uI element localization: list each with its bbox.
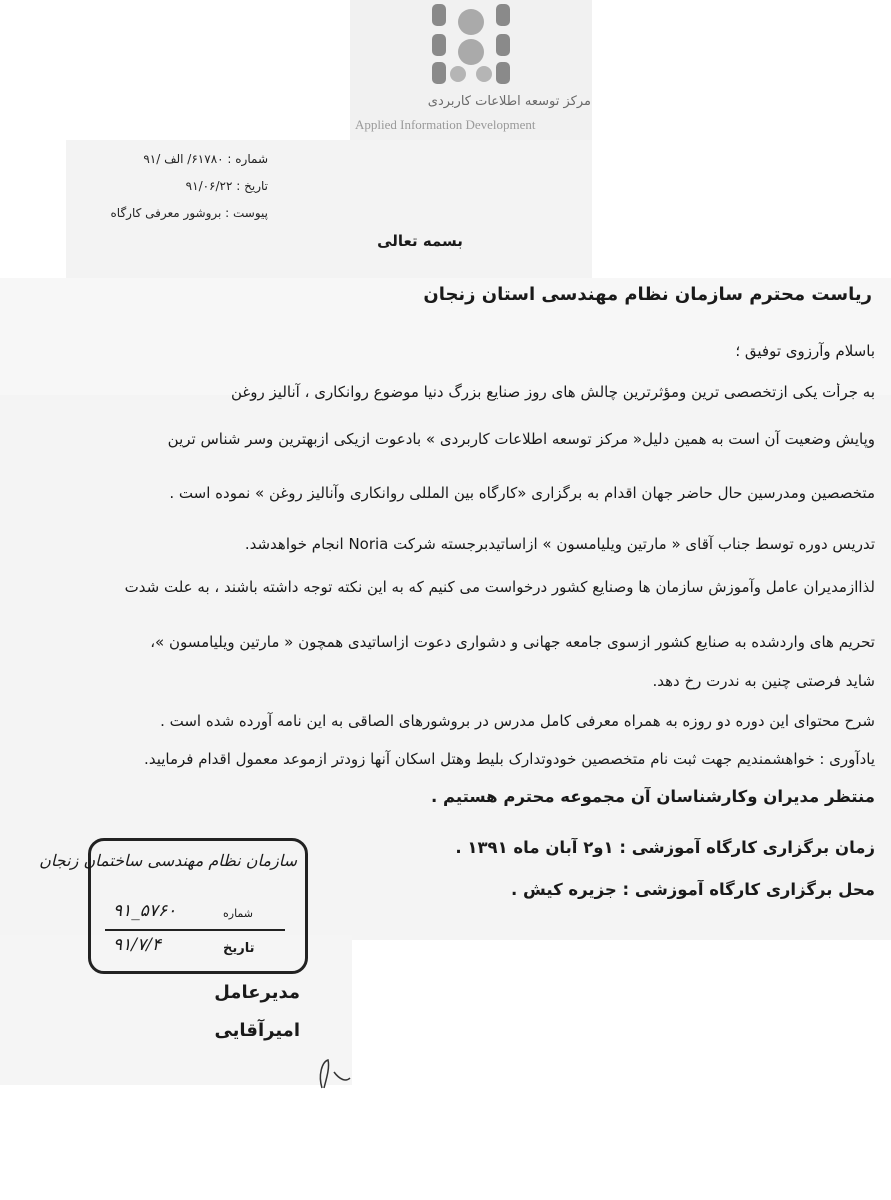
body-line: تدریس دوره توسط جناب آقای « مارتین ویلیامسون » ازاساتیدبرجسته شرکت Noria انجام خواهدشد. — [244, 535, 875, 553]
signatory-name: امیرآقایی — [214, 1020, 300, 1041]
body-line: متخصصین ومدرسین حال حاضر جهان اقدام به برگزاری «کارگاه بین المللی روانکاری وآنالیز روغن » نموده است . — [169, 484, 875, 502]
body-line: به جرأت یکی ازتخصصی ترین ومؤثرترین چالش های روز صنایع بزرگ دنیا موضوع روانکاری ، آنالیز روغن — [231, 383, 875, 401]
body-line: وپایش وضعیت آن است به همین دلیل« مرکز توسعه اطلاعات کاربردی » بادعوت ازیکی ازبهترین وسر شناس ترین — [167, 430, 875, 448]
body-line: تحریم های واردشده به صنایع کشور ازسوی جامعه جهانی و دشواری دعوت ازاساتیدی همچون « مارتین ویلیامسون »، — [150, 633, 875, 651]
letter-attachment: پیوست : بروشور معرفی کارگاه — [110, 206, 268, 220]
greeting: باسلام وآرزوی توفیق ؛ — [735, 342, 875, 360]
basmala: بسمه تعالی — [377, 232, 463, 250]
reception-stamp — [39, 838, 308, 974]
signatory-title: مدیرعامل — [214, 982, 300, 1003]
stamp-number: ۹۱_۵۷۶۰ — [113, 901, 177, 921]
stamp-date-label: تاریخ — [223, 941, 255, 956]
body-line: لذاازمدیران عامل وآموزش سازمان ها وصنایع کشور درخواست می کنیم که به این نکته توجه داشته باشند ، به علت شدت — [124, 578, 875, 596]
letterhead-name-en: Applied Information Development — [355, 117, 536, 132]
addressee: ریاست محترم سازمان نظام مهندسی استان زنجان — [423, 284, 872, 305]
stamp-organization: سازمان نظام مهندسی ساختمان زنجان — [39, 851, 297, 870]
stamp-date: ۹۱/۷/۴ — [113, 935, 161, 955]
body-line: شرح محتوای این دوره دو روزه به همراه معرفی کامل مدرس در بروشورهای الصاقی به این نامه آورده شده است . — [160, 712, 875, 730]
workshop-date: زمان برگزاری کارگاه آموزشی : ۱و۲ آبان ماه ۱۳۹۱ . — [455, 838, 875, 857]
workshop-location: محل برگزاری کارگاه آموزشی : جزیره کیش . — [511, 880, 875, 899]
closing-line: منتظر مدیران وکارشناسان آن مجموعه محترم هستیم . — [430, 787, 875, 806]
reminder-line: یادآوری : خواهشمندیم جهت ثبت نام متخصصین خودوتدارک بلیط وهتل اسکان آنها زودتر ازموعد معمول اقدام فرمایید. — [144, 750, 875, 768]
stamp-number-label: شماره — [223, 907, 254, 920]
letterhead-name-fa: مرکز توسعه اطلاعات کاربردی — [427, 94, 591, 109]
body-line: شاید فرصتی چنین به ندرت رخ دهد. — [652, 672, 875, 690]
signature-scribble-icon — [300, 1050, 360, 1090]
letter-number: شماره : ۶۱۷۸۰/ الف /۹۱ — [143, 152, 268, 166]
letterhead-logo-icon — [426, 0, 516, 88]
letter-date: تاریخ : ۹۱/۰۶/۲۲ — [185, 179, 268, 193]
stamp-divider — [105, 929, 285, 931]
